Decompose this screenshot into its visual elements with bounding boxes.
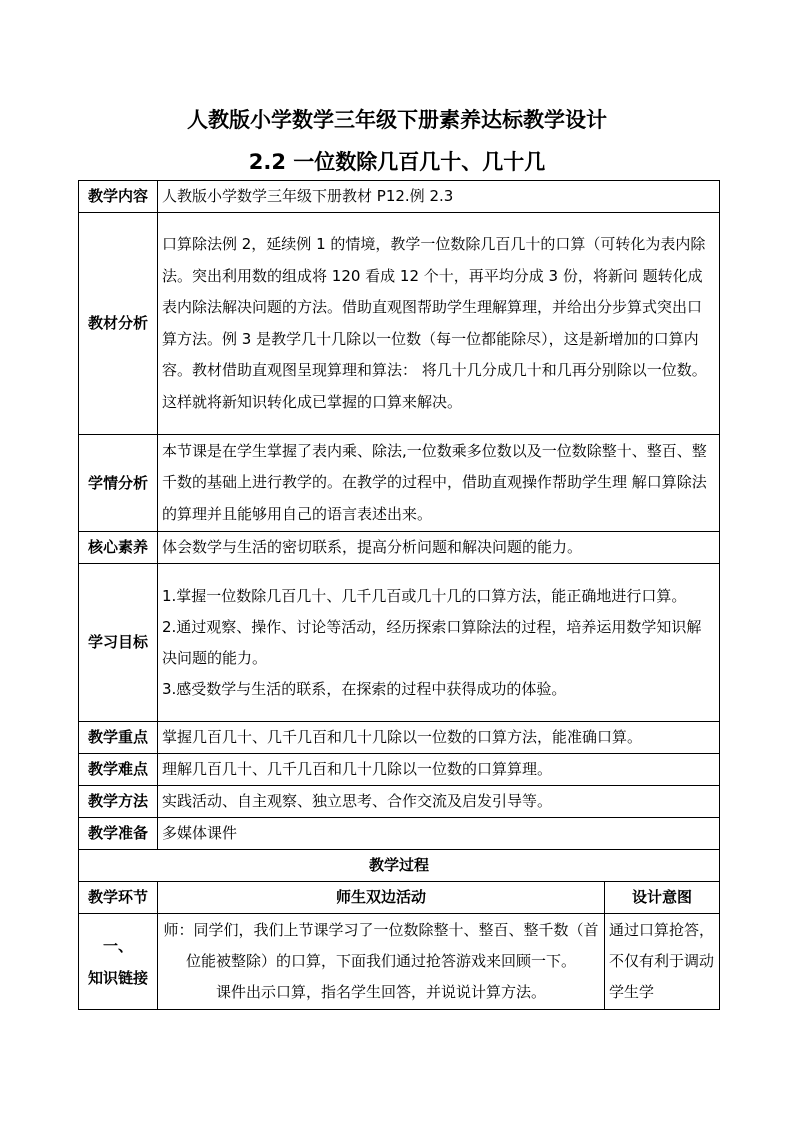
row-value-key: 掌握几百几十、几千几百和几十几除以一位数的口算方法，能准确口算。: [158, 722, 720, 754]
step-1-number: 一、: [102, 936, 133, 955]
document-title: 人教版小学数学三年级下册素养达标教学设计: [187, 108, 607, 132]
step-1-name: 知识链接: [87, 968, 148, 987]
row-label-difficult: 教学难点: [79, 754, 158, 786]
header-activity: 师生双边活动: [158, 882, 605, 914]
row-value-literacy: 体会数学与生活的密切联系，提高分析问题和解决问题的能力。: [158, 532, 720, 564]
goal-item-3: 3.感受数学与生活的联系，在探索的过程中获得成功的体验。: [162, 679, 567, 698]
row-label-method: 教学方法: [79, 786, 158, 818]
row-label-prep: 教学准备: [79, 818, 158, 850]
row-label-student: 学情分析: [79, 435, 158, 532]
row-label-literacy: 核心素养: [79, 532, 158, 564]
process-title: 教学过程: [79, 850, 720, 882]
row-value-prep: 多媒体课件: [158, 818, 720, 850]
row-value-method: 实践活动、自主观察、独立思考、合作交流及启发引导等。: [158, 786, 720, 818]
step-1-intent: 通过口算抢答，不仅有利于调动学生学: [605, 914, 720, 1010]
activity-paragraph-2: 课件出示口算，指名学生回答，并说说计算方法。: [215, 983, 546, 1001]
lesson-title: 2.2 一位数除几百几十、几十几: [248, 150, 546, 174]
row-value-student: 本节课是在学生掌握了表内乘、除法,一位数乘多位数以及一位数除整十、整百、整千数的基础上进行教学的。在教学的过程中，借助直观操作帮助学生理 解口算除法的算理并且能够用自己的语言表述出来。: [158, 435, 720, 532]
header-step: 教学环节: [79, 882, 158, 914]
goal-item-1: 1.掌握一位数除几百几十、几千几百或几十几的口算方法，能正确地进行口算。: [162, 586, 687, 605]
row-value-material: 口算除法例 2，延续例 1 的情境，教学一位数除几百几十的口算（可转化为表内除法。突出利用数的组成将 120 看成 12 个十，再平均分成 3 份，将新问 题转化成表内除法解决问题的方法。借助直观图帮助学生理解算理，并给出分步算式突出口算方法。例 3 是教学几十几除以一位数（每一位都能除尽），这是新增加的口算内容。教材借助直观图呈现算理和算法： 将几十几分成几十和几再分别除以一位数。这样就将新知识转化成已掌握的口算来解决。: [158, 213, 720, 435]
step-1-activity: [158, 914, 605, 1010]
activity-paragraph-1: 师：同学们，我们上节课学习了一位数除整十、整百、整千数（首位能被整除）的口算，下面我们通过抢答游戏来回顾一下。: [163, 921, 599, 970]
row-value-difficult: 理解几百几十、几千几百和几十几除以一位数的口算算理。: [158, 754, 720, 786]
row-label-material: 教材分析: [79, 213, 158, 435]
goal-item-2: 2.通过观察、操作、讨论等活动，经历探索口算除法的过程，培养运用数学知识解决问题的能力。: [162, 617, 702, 667]
row-label-key: 教学重点: [79, 722, 158, 754]
row-value-content: 人教版小学数学三年级下册教材 P12.例 2.3: [158, 181, 720, 213]
row-label-content: 教学内容: [79, 181, 158, 213]
lesson-plan-table: [78, 180, 720, 1010]
row-value-goals: [158, 564, 720, 722]
row-label-goals: 学习目标: [79, 564, 158, 722]
step-1-label: [79, 914, 158, 1010]
header-intent: 设计意图: [605, 882, 720, 914]
